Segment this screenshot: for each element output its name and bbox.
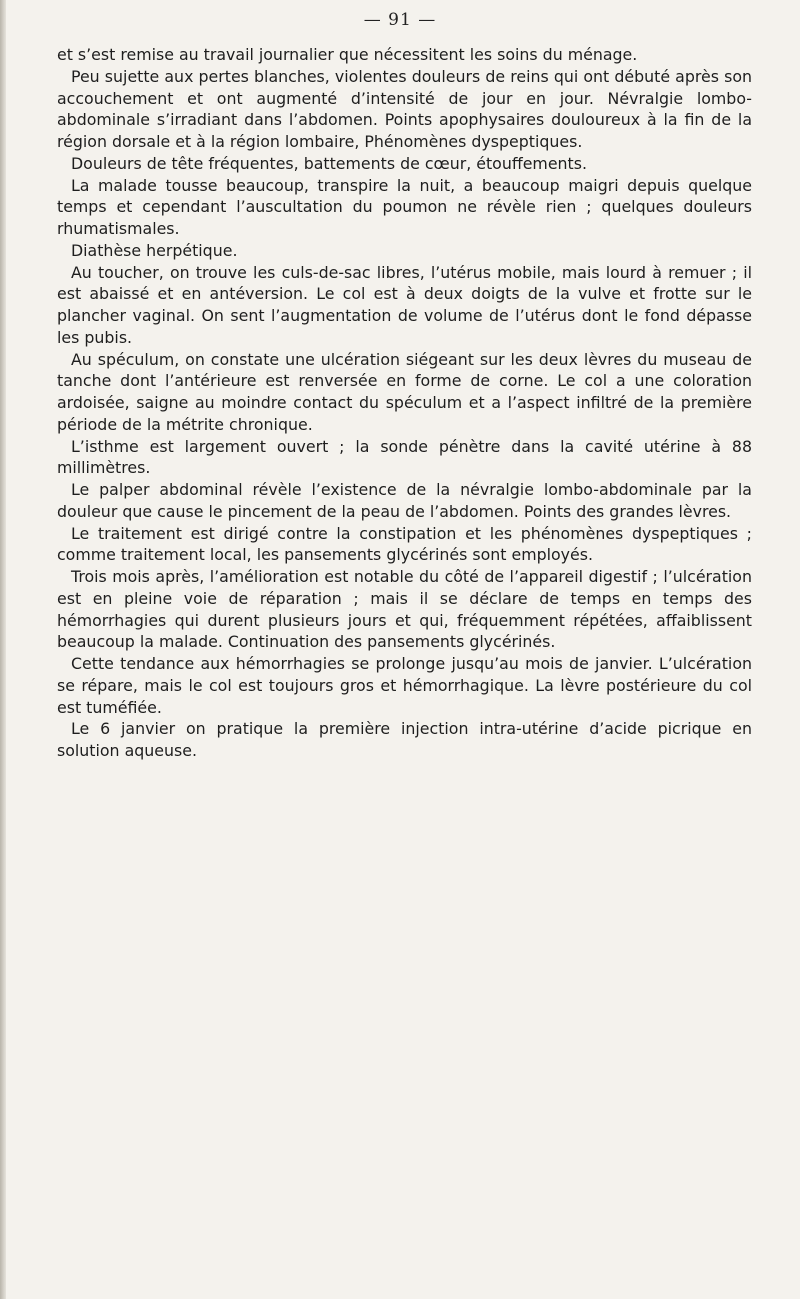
- paragraph: Le 6 janvier on pratique la première injection intra-utérine d’acide picrique en solution aqueuse.: [57, 719, 752, 760]
- page-number: — 91 —: [363, 10, 437, 30]
- page-body: [57, 44, 752, 762]
- paragraph: Cette tendance aux hémorrhagies se prolonge jusqu’au mois de janvier. L’ulcération se répare, mais le col est toujours gros et hémorrhagique. La lèvre postérieure du col est tuméfiée.: [57, 654, 752, 717]
- paragraph: Le traitement est dirigé contre la constipation et les phénomènes dyspeptiques ; comme traitement local, les pansements glycérinés sont employés.: [57, 523, 752, 565]
- paragraph: et s’est remise au travail journalier que nécessitent les soins du ménage.: [57, 45, 638, 64]
- paragraph: L’isthme est largement ouvert ; la sonde pénètre dans la cavité utérine à 88 millimètres.: [57, 436, 752, 478]
- paragraph: Trois mois après, l’amélioration est notable du côté de l’appareil digestif ; l’ulcération est en pleine voie de réparation ; mais il se déclare de temps en temps des hémorrhagies qui durent plusieurs jours et qui, fréquemment répétées, affaiblissent beaucoup la malade. Continuation des pansements glycérinés.: [57, 567, 752, 652]
- paragraph: Au spéculum, on constate une ulcération siégeant sur les deux lèvres du museau de tanche dont l’antérieure est renversée en forme de corne. Le col a une coloration ardoisée, saigne au moindre contact du spéculum et a l’aspect infiltré de la première période de la métrite chronique.: [57, 349, 752, 434]
- paragraph: Le palper abdominal révèle l’existence de la névralgie lombo-abdominale par la douleur que cause le pincement de la peau de l’abdomen. Points des grandes lèvres.: [57, 480, 752, 521]
- paragraph: Au toucher, on trouve les culs-de-sac libres, l’utérus mobile, mais lourd à remuer ; il est abaissé et en antéversion. Le col est à deux doigts de la vulve et frotte sur le plancher vaginal. On sent l’augmentation de volume de l’utérus dont le fond dépasse les pubis.: [57, 262, 752, 347]
- paragraph: Diathèse herpétique.: [71, 240, 238, 260]
- page-binding-edge: [0, 0, 6, 1299]
- paragraph: Douleurs de tête fréquentes, battements de cœur, étouffements.: [71, 153, 587, 173]
- paragraph: La malade tousse beaucoup, transpire la nuit, a beaucoup maigri depuis quelque temps et cependant l’auscultation du poumon ne révèle rien ; quelques douleurs rhumatismales.: [57, 175, 752, 238]
- paragraph: Peu sujette aux pertes blanches, violentes douleurs de reins qui ont débuté après son accouchement et ont augmenté d’intensité de jour en jour. Névralgie lombo-abdominale s’irradiant dans l’abdomen. Points apophysaires douloureux à la fin de la région dorsale et à la région lombaire, Phénomènes dyspeptiques.: [57, 66, 752, 151]
